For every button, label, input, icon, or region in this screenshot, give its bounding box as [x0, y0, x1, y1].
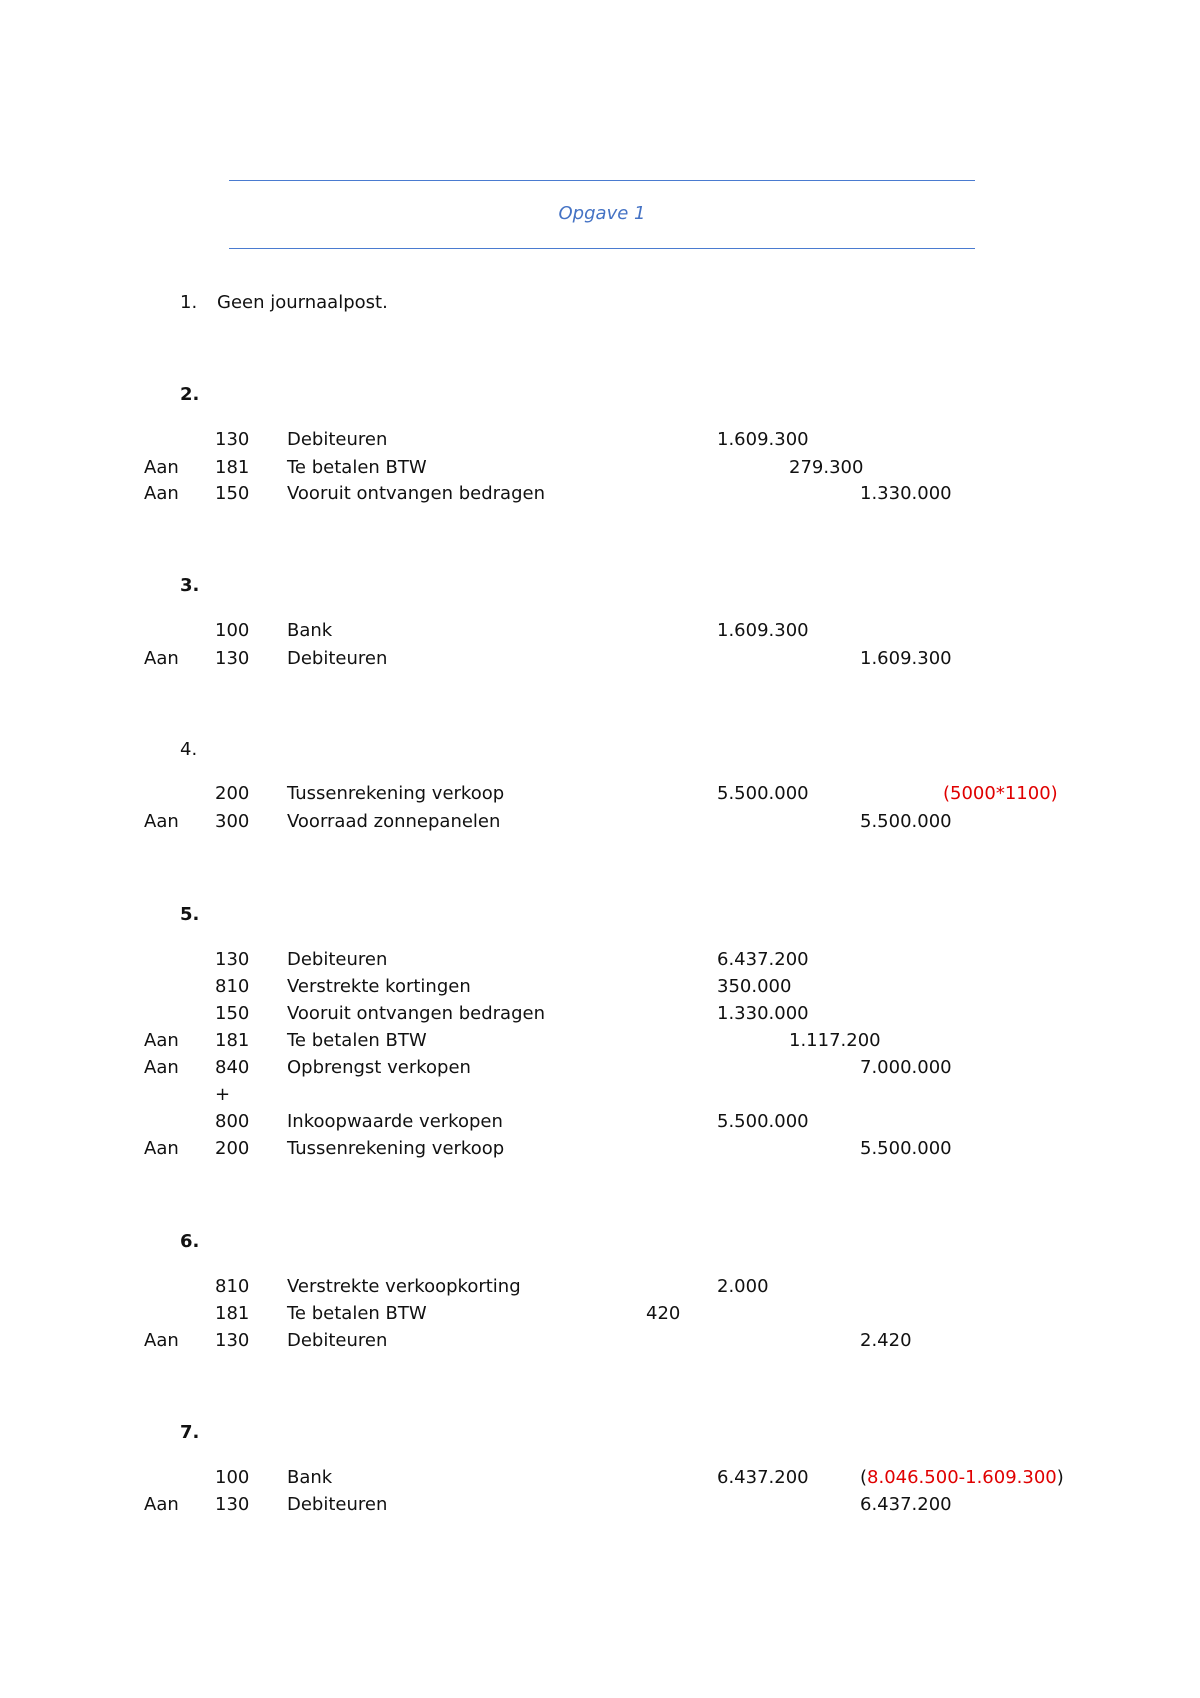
entry-code: 130: [215, 1330, 250, 1351]
entry-code: 130: [215, 648, 250, 669]
entry-account: Verstrekte kortingen: [287, 976, 471, 997]
entry-debit: 6.437.200: [717, 1467, 809, 1488]
entry-aan: Aan: [144, 1138, 179, 1159]
title-rule-bottom: [229, 248, 975, 249]
entry-account: Debiteuren: [287, 1494, 388, 1515]
section-number: 6.: [180, 1231, 200, 1252]
entry-credit: 2.420: [860, 1330, 912, 1351]
entry-account: Vooruit ontvangen bedragen: [287, 1003, 545, 1024]
entry-account: Vooruit ontvangen bedragen: [287, 483, 545, 504]
entry-aan: Aan: [144, 1494, 179, 1515]
entry-debit: 1.609.300: [717, 620, 809, 641]
entry-aan: Aan: [144, 1057, 179, 1078]
entry-aan: Aan: [144, 483, 179, 504]
entry-account: Te betalen BTW: [287, 457, 427, 478]
entry-debit: 1.609.300: [717, 429, 809, 450]
entry-code: 181: [215, 457, 250, 478]
entry-debit: 1.330.000: [717, 1003, 809, 1024]
section-number: 5.: [180, 904, 200, 925]
entry-account: Inkoopwaarde verkopen: [287, 1111, 503, 1132]
entry-code: 130: [215, 1494, 250, 1515]
entry-code: 150: [215, 483, 250, 504]
entry-account: Tussenrekening verkoop: [287, 1138, 505, 1159]
entry-aan: Aan: [144, 1030, 179, 1051]
entry-code: 130: [215, 429, 250, 450]
note-formula: 8.046.500-1.609.300: [867, 1467, 1057, 1488]
entry-account: Verstrekte verkoopkorting: [287, 1276, 521, 1297]
entry-debit: 5.500.000: [717, 1111, 809, 1132]
entry-account: Debiteuren: [287, 949, 388, 970]
entry-mid-amount: 1.117.200: [789, 1030, 881, 1051]
entry-aan: Aan: [144, 811, 179, 832]
entry-credit: 5.500.000: [860, 1138, 952, 1159]
entry-account: Debiteuren: [287, 1330, 388, 1351]
calculation-note: (5000*1100): [943, 783, 1058, 804]
entry-account: Te betalen BTW: [287, 1303, 427, 1324]
entry-code: 150: [215, 1003, 250, 1024]
plus-sign: +: [215, 1084, 231, 1105]
entry-account: Debiteuren: [287, 429, 388, 450]
entry-code: 300: [215, 811, 250, 832]
entry-account: Voorraad zonnepanelen: [287, 811, 501, 832]
note-close-paren: ): [1056, 1467, 1064, 1488]
entry-code: 810: [215, 976, 250, 997]
entry-debit: 350.000: [717, 976, 792, 997]
entry-account: Bank: [287, 1467, 333, 1488]
entry-aan: Aan: [144, 648, 179, 669]
section-number: 4.: [180, 739, 198, 760]
item-1-number: 1.: [180, 292, 198, 313]
entry-code: 181: [215, 1030, 250, 1051]
section-number: 7.: [180, 1422, 200, 1443]
entry-code: 800: [215, 1111, 250, 1132]
entry-code: 100: [215, 1467, 250, 1488]
entry-mid-amount: 279.300: [789, 457, 864, 478]
entry-code: 100: [215, 620, 250, 641]
section-number: 3.: [180, 575, 200, 596]
entry-account: Debiteuren: [287, 648, 388, 669]
item-1-text: Geen journaalpost.: [217, 292, 388, 313]
entry-debit: 2.000: [717, 1276, 769, 1297]
entry-aan: Aan: [144, 457, 179, 478]
entry-credit: 7.000.000: [860, 1057, 952, 1078]
page-title: Opgave 1: [558, 203, 646, 224]
entry-code: 130: [215, 949, 250, 970]
entry-account: Te betalen BTW: [287, 1030, 427, 1051]
entry-account: Opbrengst verkopen: [287, 1057, 471, 1078]
entry-code: 810: [215, 1276, 250, 1297]
entry-code: 200: [215, 1138, 250, 1159]
entry-left-amount: 420: [646, 1303, 681, 1324]
entry-debit: 6.437.200: [717, 949, 809, 970]
entry-credit: 6.437.200: [860, 1494, 952, 1515]
section-number: 2.: [180, 384, 200, 405]
calculation-note: [860, 1467, 1064, 1489]
entry-debit: 5.500.000: [717, 783, 809, 804]
entry-account: Bank: [287, 620, 333, 641]
entry-credit: 1.330.000: [860, 483, 952, 504]
entry-aan: Aan: [144, 1330, 179, 1351]
title-rule-top: [229, 180, 975, 181]
note-open-paren: (: [860, 1467, 868, 1488]
entry-code: 181: [215, 1303, 250, 1324]
entry-account: Tussenrekening verkoop: [287, 783, 505, 804]
entry-credit: 1.609.300: [860, 648, 952, 669]
entry-credit: 5.500.000: [860, 811, 952, 832]
entry-code: 840: [215, 1057, 250, 1078]
entry-code: 200: [215, 783, 250, 804]
